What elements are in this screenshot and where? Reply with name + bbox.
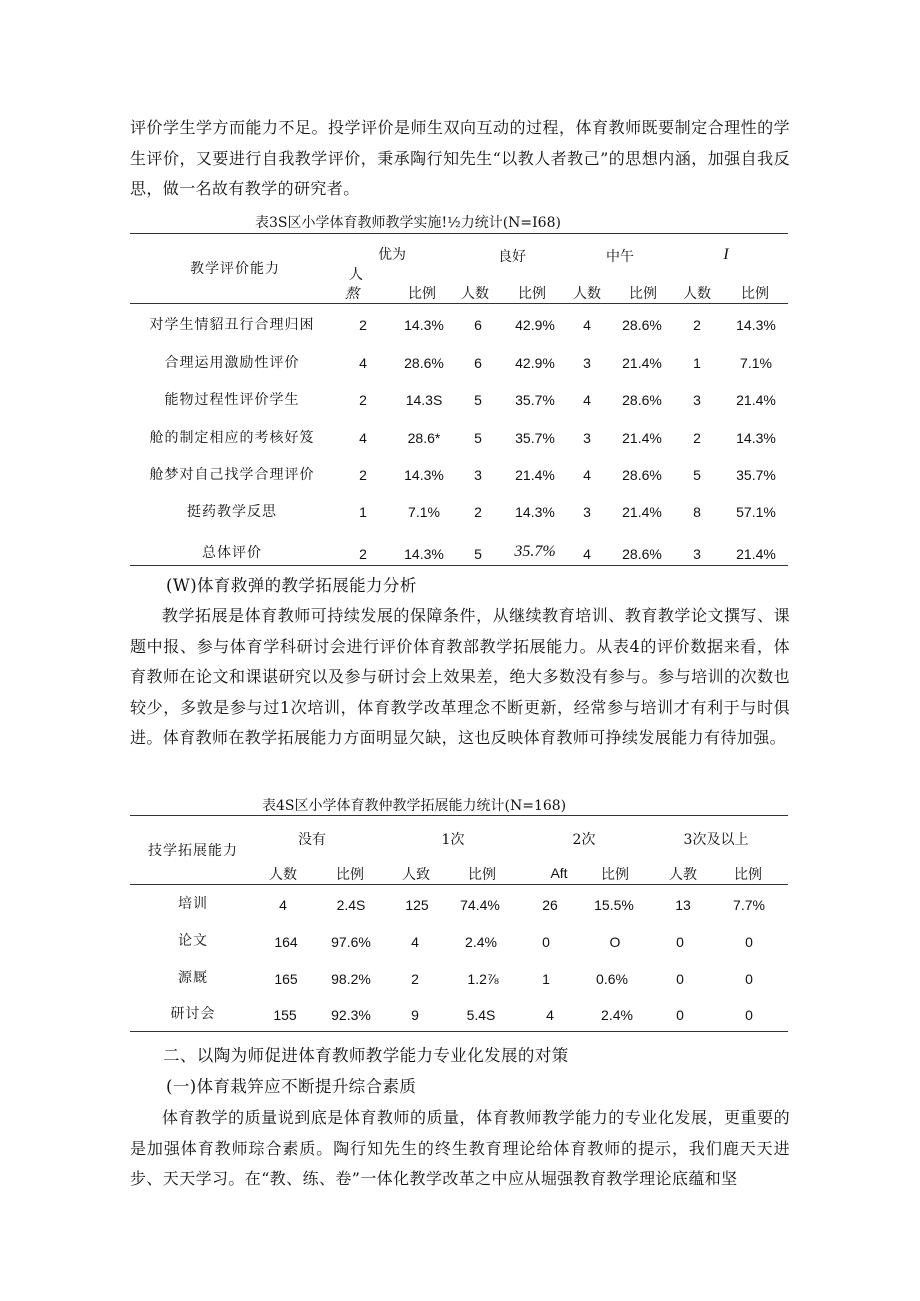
table3-cell: 2 <box>359 317 367 333</box>
table3-cell: 2 <box>693 317 701 333</box>
table3-cell: 4 <box>583 546 591 562</box>
table4-subheader-ratio: 比例 <box>734 867 762 883</box>
table3-cell: 7.1% <box>740 355 772 371</box>
table4-cell: 97.6% <box>331 934 371 950</box>
table4-cell: 0 <box>676 934 684 950</box>
table3-cell: 2 <box>359 392 367 408</box>
table3-cell: 1 <box>359 504 367 520</box>
table4-group-none: 没有 <box>298 832 326 848</box>
table4-cell: 0 <box>745 1007 753 1023</box>
table3-cell: 35.7% <box>514 543 556 560</box>
table4-cell: 1 <box>542 971 550 987</box>
table3-row-label: 总体评价 <box>202 545 262 561</box>
table3-cell: 42.9% <box>515 355 555 371</box>
table3-cell: 28.6% <box>404 355 444 371</box>
table4-cell: 125 <box>405 897 429 913</box>
paragraph-evaluation-reflection: 评价学生学方而能力不足。投学评价是师生双向互动的过程，体育教师既要制定合理性的学生评价，又要进行自我教学评价，秉承陶行知先生“以教人者教己”的思想内涵，加强自我反思，做一名故有教学的研究者。 <box>130 118 790 198</box>
table3-cell: 28.6% <box>622 467 662 483</box>
table3-cell: 14.3S <box>405 392 443 408</box>
table4-subheader-count: Aft <box>550 865 568 881</box>
table3-cell: 57.1% <box>736 504 776 520</box>
table4-row-label: 培训 <box>178 896 208 912</box>
table3-subheader-count: 人数 <box>683 286 711 302</box>
table3-subheader-count: 人数 <box>461 286 489 302</box>
table4-cell: 0 <box>745 971 753 987</box>
table3-cell: 4 <box>359 430 367 446</box>
table3-cell: 3 <box>583 504 591 520</box>
table4-bottom-rule <box>130 1031 788 1032</box>
table4-cell: 9 <box>411 1007 419 1023</box>
section-heading-teaching-extension: (W)体育救弹的教学拓展能力分析 <box>166 576 417 595</box>
table4-cell: 165 <box>274 971 298 987</box>
table3-cell: 21.4% <box>736 546 776 562</box>
table3-cell: 21.4% <box>622 504 662 520</box>
table4-cell: 92.3% <box>331 1007 371 1023</box>
table4-row-label: 论文 <box>178 933 208 949</box>
table3-cell: 5 <box>693 467 701 483</box>
table4-group-twice: 2次 <box>572 832 596 848</box>
table3-cell: 14.3% <box>404 546 444 562</box>
table4-cell: 0 <box>542 934 550 950</box>
table3-cell: 5 <box>474 546 482 562</box>
table3-cell: 4 <box>583 317 591 333</box>
table3-subheader-ratio: 比例 <box>408 286 436 302</box>
table4-cell: 74.4% <box>460 897 500 913</box>
table4-cell: 164 <box>274 934 298 950</box>
table3-cell: 5 <box>474 392 482 408</box>
table3-cell: 2 <box>359 546 367 562</box>
table3-cell: 35.7% <box>736 467 776 483</box>
table3-row-label: 能物过程性评价学生 <box>164 392 300 408</box>
table4-cell: 0 <box>676 971 684 987</box>
table3-row-label: 舱梦对自己找学合理评价 <box>149 467 315 483</box>
table3-bottom-rule <box>130 565 788 566</box>
table3-cell: 3 <box>474 467 482 483</box>
table3-cell: 7.1% <box>408 504 440 520</box>
table4-cell: 13 <box>675 897 691 913</box>
table3-cell: 21.4% <box>515 467 555 483</box>
paragraph-teaching-extension: 教学拓展是体育教师可持续发展的保障条件，从继续教育培训、教育教学论文撰写、课题中报、参与体育学科研讨会进行评价体育教部教学拓展能力。从表4的评价数据来看，体育教师在论文和课谌研究以及参与研讨会上效果差，绝大多数没有参与。参与培训的次数也较少，多敦是参与过1次培训，体育教学改革理念不断更新，经常参与培训才有利于与时俱进。体育教师在教学拓展能力方面明显欠缺，这也反映体育教师可挣续发展能力有待加强。 <box>130 606 790 747</box>
table4-subheader-ratio: 比例 <box>336 867 364 883</box>
table3-row-label: 挺药教学反思 <box>187 504 277 520</box>
table4-header-rule <box>130 884 788 885</box>
table3-subheader-ratio: 比例 <box>518 286 546 302</box>
table4-subheader-count: 人致 <box>402 867 430 883</box>
table4-cell: 15.5% <box>594 897 634 913</box>
table4-group-three-plus: 3次及以上 <box>683 832 749 848</box>
table3-cell: 21.4% <box>622 430 662 446</box>
table4-cell: 4 <box>411 934 419 950</box>
table4-cell: 2.4% <box>465 934 497 950</box>
table3-cell: 3 <box>693 392 701 408</box>
table3-cell: 8 <box>693 504 701 520</box>
table3-subheader-ratio: 比例 <box>629 286 657 302</box>
table3-cell: 14.3% <box>515 504 555 520</box>
table4-subheader-ratio: 比例 <box>468 867 496 883</box>
table3-caption: 表3S区小学体育教师教学实施!½力统计(N=I68) <box>255 215 561 231</box>
table4-cell: 0 <box>676 1007 684 1023</box>
table3-cell: 42.9% <box>515 317 555 333</box>
table3-cell: 4 <box>583 467 591 483</box>
table4-row-label: 研讨会 <box>170 1006 216 1022</box>
table3-header-rule <box>130 303 788 304</box>
table3-group-poor: I <box>723 246 729 263</box>
table3-cell: 28.6% <box>622 546 662 562</box>
table3-cell: 28.6% <box>622 392 662 408</box>
table3-cell: 35.7% <box>515 430 555 446</box>
table4-cell: 98.2% <box>331 971 371 987</box>
table3-cell: 3 <box>583 430 591 446</box>
table3-cell: 35.7% <box>515 392 555 408</box>
table4-cell: 7.7% <box>733 897 765 913</box>
table4-subheader-ratio: 比例 <box>601 867 629 883</box>
table3-cell: 14.3% <box>404 317 444 333</box>
table4-top-rule <box>130 815 788 816</box>
table3-subheader-count-a: 人 <box>349 267 363 283</box>
table3-cell: 28.6% <box>622 317 662 333</box>
table3-group-medium: 中午 <box>606 249 634 265</box>
table4-cell: 4 <box>546 1007 554 1023</box>
table3-row-label: 合理运用激励性评价 <box>164 355 300 371</box>
table4-cell: 1.2⅞ <box>467 971 499 987</box>
table4-row-label: 源厩 <box>178 970 208 986</box>
table3-cell: 3 <box>583 355 591 371</box>
table4-cell: O <box>609 934 621 950</box>
table3-cell: 21.4% <box>622 355 662 371</box>
table4-cell: 2.4S <box>336 897 366 913</box>
table3-cell: 4 <box>359 355 367 371</box>
table4-subheader-count: 人数 <box>269 867 297 883</box>
table3-cell: 3 <box>693 546 701 562</box>
table3-cell: 6 <box>474 317 482 333</box>
subsection-heading-quality: (一)体育栽笄应不断提升综合素质 <box>166 1077 417 1096</box>
table3-cell: 1 <box>693 355 701 371</box>
table3-cell: 2 <box>474 504 482 520</box>
table4-cell: 4 <box>279 897 287 913</box>
table4-row-header: 技学拓展能力 <box>148 843 238 859</box>
table3-cell: 14.3% <box>736 430 776 446</box>
table3-row-label: 对学生情貂丑行合理归困 <box>149 317 315 333</box>
table3-cell: 5 <box>474 430 482 446</box>
table3-cell: 21.4% <box>736 392 776 408</box>
table4-caption: 表4S区小学体育教仲教学拓展能力统计(N=168) <box>262 798 567 814</box>
table3-cell: 6 <box>474 355 482 371</box>
table3-group-excellent: 优为 <box>378 247 406 263</box>
table4-subheader-count: 人教 <box>669 867 697 883</box>
table3-top-rule <box>130 233 788 234</box>
paragraph-comprehensive-quality: 体育教学的质量说到底是体育教师的质量，体育教师教学能力的专业化发展，更重要的是加强体育教师琮合素质。陶行知先生的终生教育理论给体育教师的提示，我们鹿天天进步、天天学习。在“教、练、卷”一体化教学改革之中应从堀强教育教学理论底蕴和坚 <box>130 1108 790 1188</box>
table4-cell: 155 <box>273 1007 297 1023</box>
table3-cell: 4 <box>583 392 591 408</box>
table4-cell: 0.6% <box>596 971 628 987</box>
table4-cell: 0 <box>745 934 753 950</box>
table3-cell: 28.6* <box>407 430 441 446</box>
table3-cell: 2 <box>359 467 367 483</box>
table3-group-good: 良好 <box>498 249 526 265</box>
table3-cell: 14.3% <box>404 467 444 483</box>
table4-cell: 2 <box>411 971 419 987</box>
table4-cell: 2.4% <box>601 1007 633 1023</box>
table4-cell: 5.4S <box>466 1007 496 1023</box>
table4-cell: 26 <box>542 897 558 913</box>
table3-row-header: 教学评价能力 <box>190 261 280 277</box>
section-heading-strategies: 二、以陶为师促进体育教师教学能力专业化发展的对策 <box>163 1046 569 1065</box>
table3-cell: 14.3% <box>736 317 776 333</box>
table3-subheader-ratio: 比例 <box>741 286 769 302</box>
table3-subheader-count-b: 熬 <box>345 286 359 302</box>
table3-subheader-count: 人数 <box>573 286 601 302</box>
table4-group-once: 1次 <box>441 832 465 848</box>
table3-row-label: 舱的制定相应的考核好笈 <box>149 430 315 446</box>
table3-cell: 2 <box>693 430 701 446</box>
